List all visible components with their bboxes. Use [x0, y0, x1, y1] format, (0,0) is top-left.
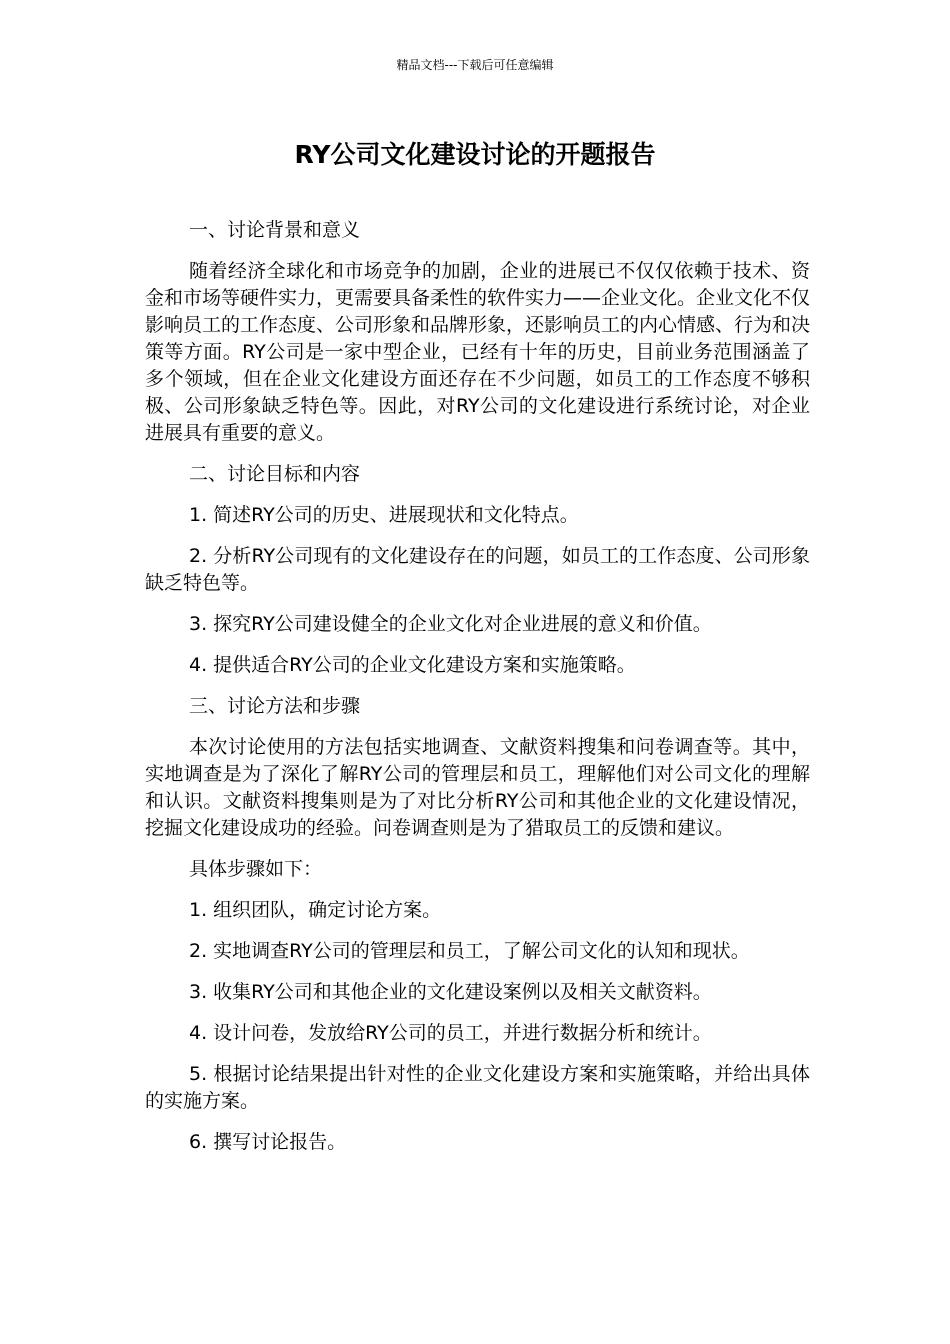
step-item: 5. 根据讨论结果提出针对性的企业文化建设方案和实施策略，并给出具体的实施方案。 [145, 1063, 810, 1112]
step-item: 1. 组织团队，确定讨论方案。 [189, 899, 442, 921]
section-heading-methods: 三、讨论方法和步骤 [189, 695, 361, 717]
step-item: 2. 实地调查RY公司的管理层和员工，了解公司文化的认知和现状。 [189, 940, 750, 962]
step-item: 3. 收集RY公司和其他企业的文化建设案例以及相关文献资料。 [189, 981, 712, 1003]
step-item: 6. 撰写讨论报告。 [189, 1131, 347, 1153]
paragraph-background: 随着经济全球化和市场竞争的加剧，企业的进展已不仅仅依赖于技术、资金和市场等硬件实力，更需要具备柔性的软件实力——企业文化。企业文化不仅影响员工的工作态度、公司形象和品牌形象，还影响员工的内心情感、行为和决策等方面。RY公司是一家中型企业，已经有十年的历史，目前业务范围涵盖了多个领域，但在企业文化建设方面还存在不少问题，如员工的工作态度不够积极、公司形象缺乏特色等。因此，对RY公司的文化建设进行系统讨论，对企业进展具有重要的意义。 [145, 260, 811, 444]
goal-item: 1. 简述RY公司的历史、进展现状和文化特点。 [189, 504, 579, 526]
section-heading-background: 一、讨论背景和意义 [189, 219, 361, 241]
document-title: RY公司文化建设讨论的开题报告 [294, 140, 656, 169]
page-header: 精品文档---下载后可任意编辑 [396, 58, 554, 72]
paragraph-methods: 本次讨论使用的方法包括实地调查、文献资料搜集和问卷调查等。其中，实地调查是为了深化了解RY公司的管理层和员工，理解他们对公司文化的理解和认识。文献资料搜集则是为了对比分析RY公司和其他企业的文化建设情况，挖掘文化建设成功的经验。问卷调查则是为了猎取员工的反馈和建议。 [145, 736, 810, 839]
step-item: 4. 设计问卷，发放给RY公司的员工，并进行数据分析和统计。 [189, 1022, 712, 1044]
section-heading-goals: 二、讨论目标和内容 [189, 463, 361, 485]
goal-item: 2. 分析RY公司现有的文化建设存在的问题，如员工的工作态度、公司形象缺乏特色等。 [145, 545, 810, 594]
document-body [145, 217, 810, 1170]
goal-item: 4. 提供适合RY公司的企业文化建设方案和实施策略。 [189, 654, 636, 676]
goal-item: 3. 探究RY公司建设健全的企业文化对企业进展的意义和价值。 [189, 613, 712, 635]
steps-intro: 具体步骤如下： [189, 858, 323, 880]
